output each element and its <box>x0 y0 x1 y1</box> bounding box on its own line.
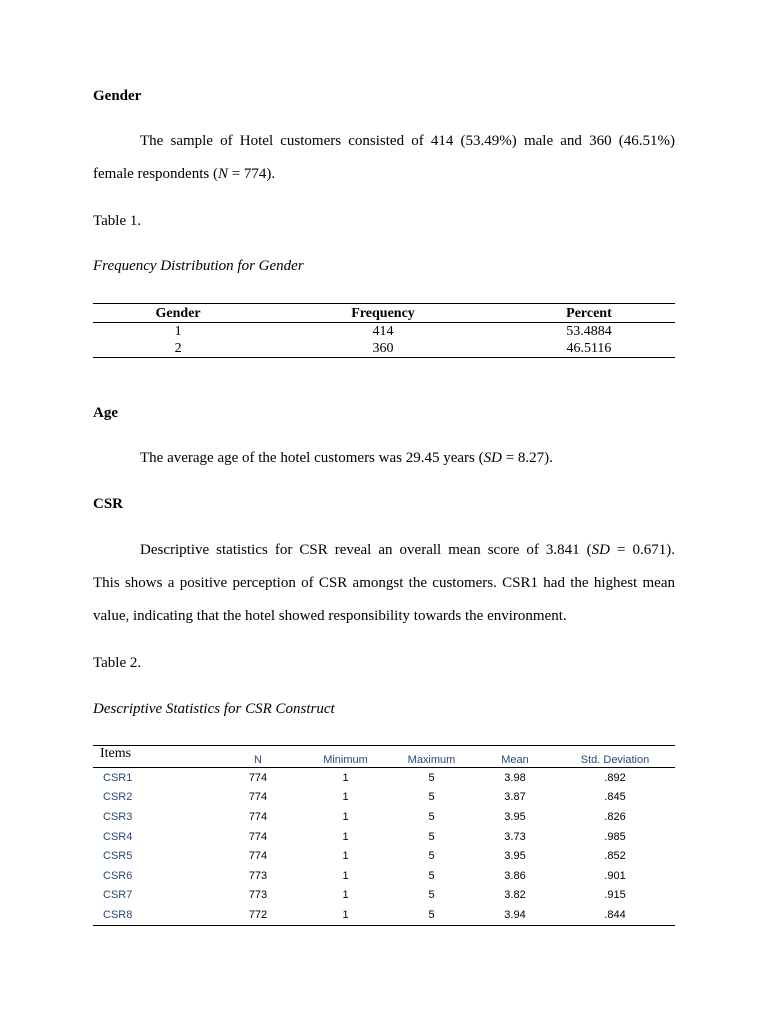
table-row <box>93 846 675 866</box>
table-cell: 3.87 <box>504 791 526 804</box>
sd-symbol: SD <box>591 542 610 558</box>
age-text-end: = 8.27). <box>501 450 553 466</box>
table-cell: 3.86 <box>504 869 526 882</box>
column-header: Percent <box>503 304 675 323</box>
table-cell: .915 <box>604 889 626 902</box>
table-cell: 3.95 <box>504 810 526 823</box>
table-cell: .845 <box>604 791 626 804</box>
csr-paragraph-line3: value, indicating that the hotel showed responsibility towards the environment. <box>93 608 567 624</box>
column-header: Items <box>93 746 213 768</box>
table-cell: 1 <box>342 869 349 882</box>
table-cell: 774 <box>248 810 268 823</box>
table-header-row <box>93 304 675 323</box>
table1-label: Table 1. <box>93 213 142 229</box>
table-cell: 5 <box>428 850 435 863</box>
table-row <box>93 323 675 341</box>
table-cell: 1 <box>342 889 349 902</box>
table-cell: 1 <box>342 791 349 804</box>
row-label: CSR6 <box>103 869 133 882</box>
gender-paragraph-line2 <box>93 158 275 191</box>
age-paragraph <box>140 442 553 475</box>
table-cell: 1 <box>342 771 349 784</box>
table-cell: 1 <box>342 850 349 863</box>
row-label: CSR3 <box>103 810 133 823</box>
table-cell: 3.94 <box>475 905 555 925</box>
age-heading: Age <box>93 405 118 421</box>
gender-heading: Gender <box>93 88 142 104</box>
column-header: Std. Deviation <box>555 746 675 768</box>
table-cell: 5 <box>428 791 435 804</box>
row-label: CSR4 <box>103 830 133 843</box>
csr-descriptive-stats-table <box>93 745 675 926</box>
column-header: Frequency <box>263 304 503 323</box>
table2-title: Descriptive Statistics for CSR Construct <box>93 701 335 717</box>
table-cell: 360 <box>263 340 503 358</box>
table-cell: 5 <box>428 810 435 823</box>
age-text: The average age of the hotel customers was 29.45 years ( <box>140 450 484 466</box>
table-cell: 3.73 <box>504 830 526 843</box>
table-cell: 774 <box>248 830 268 843</box>
table-cell: 773 <box>248 869 268 882</box>
gender-paragraph-line1: The sample of Hotel customers consisted of 414 (53.49%) male and 360 (46.51%) <box>140 133 675 149</box>
row-label: CSR1 <box>103 771 133 784</box>
table-cell: 1 <box>174 324 182 339</box>
table-cell: 3.95 <box>504 850 526 863</box>
gender-line2-text: female respondents ( <box>93 166 218 182</box>
table-cell: 774 <box>248 791 268 804</box>
table-cell: 414 <box>372 324 394 339</box>
table-cell: 5 <box>428 830 435 843</box>
csr-line1-text: Descriptive statistics for CSR reveal an overall mean score of 3.841 ( <box>140 542 592 558</box>
sd-symbol: SD <box>483 450 502 466</box>
row-label: CSR7 <box>103 889 133 902</box>
column-header: Minimum <box>303 746 388 768</box>
table-header-row <box>93 746 675 768</box>
gender-frequency-table <box>93 303 675 358</box>
table-cell: 774 <box>248 850 268 863</box>
row-label: CSR2 <box>103 791 133 804</box>
csr-line1-text-end: = 0.671). <box>610 542 675 558</box>
table-row <box>93 807 675 827</box>
n-symbol: N <box>217 166 228 182</box>
table-cell: 2 <box>93 340 263 358</box>
table-row <box>93 827 675 847</box>
table-cell: 1 <box>342 830 349 843</box>
table-cell: 5 <box>428 771 435 784</box>
column-header: Gender <box>93 304 263 323</box>
table-cell: .844 <box>555 905 675 925</box>
table-cell: 5 <box>428 889 435 902</box>
table-cell: 5 <box>388 905 475 925</box>
table-row <box>93 866 675 886</box>
table-cell: 5 <box>428 869 435 882</box>
table-row <box>93 886 675 906</box>
table-cell: 46.5116 <box>503 340 675 358</box>
table-row <box>93 768 675 788</box>
table-cell: .901 <box>604 869 626 882</box>
column-header: Mean <box>475 746 555 768</box>
table-cell: 772 <box>213 905 303 925</box>
row-label: CSR8 <box>93 905 213 925</box>
table-cell: .826 <box>604 810 626 823</box>
column-header: Maximum <box>388 746 475 768</box>
table-cell: 1 <box>342 810 349 823</box>
table-cell: 773 <box>248 889 268 902</box>
column-header: N <box>213 746 303 768</box>
csr-heading: CSR <box>93 496 124 512</box>
table-cell: 3.82 <box>504 889 526 902</box>
row-label: CSR5 <box>103 850 133 863</box>
table-cell: 774 <box>248 771 268 784</box>
table-cell: .985 <box>604 830 626 843</box>
table-cell: .892 <box>604 771 626 784</box>
table-cell: .852 <box>604 850 626 863</box>
table-cell: 53.4884 <box>566 324 612 339</box>
table-cell: 1 <box>303 905 388 925</box>
table-cell: 3.98 <box>504 771 526 784</box>
gender-line2-text-end: = 774). <box>227 166 276 182</box>
csr-paragraph-line2: This shows a positive perception of CSR amongst the customers. CSR1 had the highest mean <box>93 575 675 591</box>
table2-label: Table 2. <box>93 655 142 671</box>
table-row <box>93 788 675 808</box>
table-row <box>93 340 675 358</box>
table1-title: Frequency Distribution for Gender <box>93 258 304 274</box>
table-row <box>93 905 675 925</box>
csr-paragraph-line1 <box>93 534 675 567</box>
